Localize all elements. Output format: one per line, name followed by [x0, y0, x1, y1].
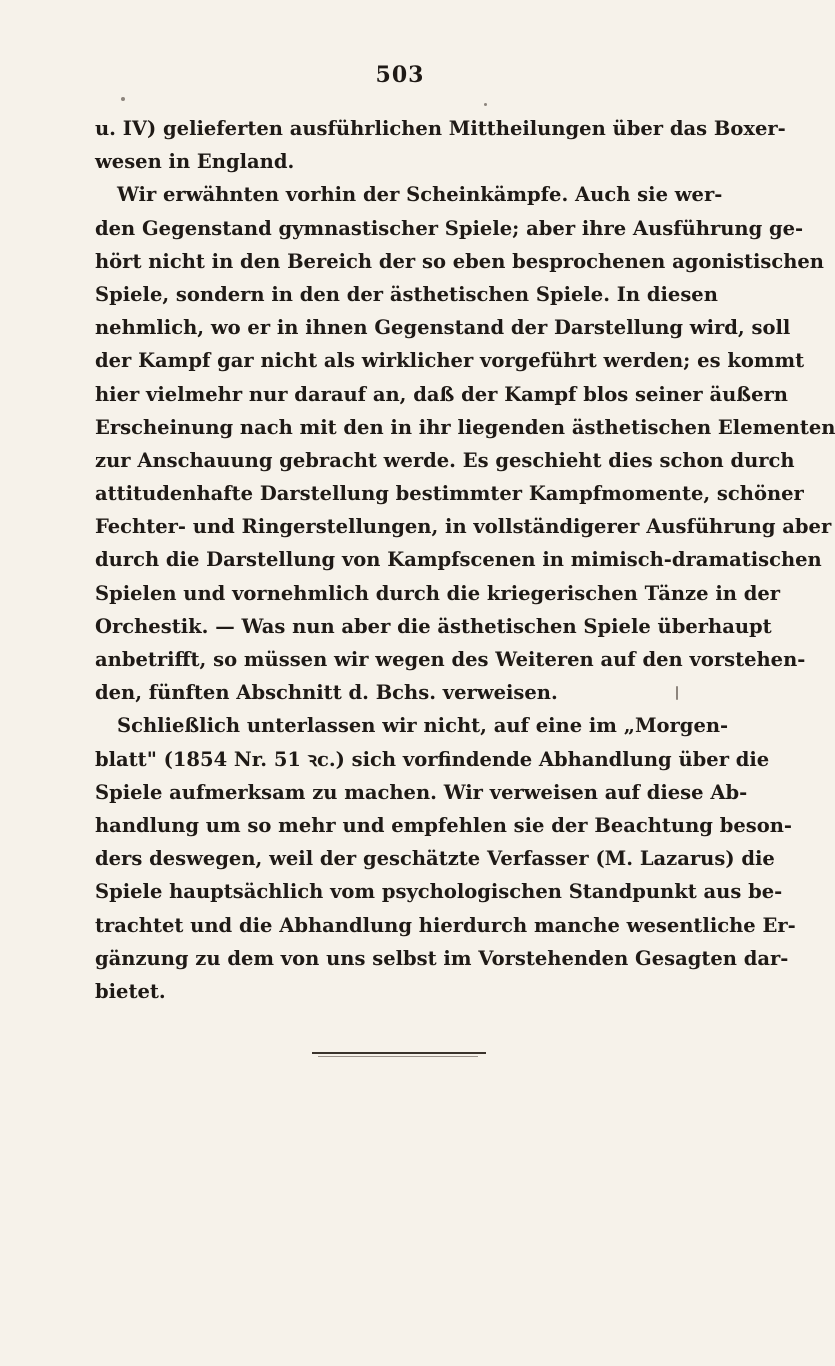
- text-line: nehmlich, wo er in ihnen Gegenstand der Darstellung wird, soll: [95, 316, 791, 340]
- text-line: durch die Darstellung von Kampfscenen in mimisch-dramatischen: [95, 548, 822, 572]
- text-line: Schließlich unterlassen wir nicht, auf eine im „Morgen-: [117, 714, 729, 738]
- text-line: blatt" (1854 Nr. 51 ꝛc.) sich vorfindende Abhandlung über die: [95, 747, 770, 771]
- body-text: [95, 112, 835, 1008]
- text-line: Wir erwähnten vorhin der Scheinkämpfe. Auch sie wer-: [117, 183, 723, 207]
- text-line: wesen in England.: [95, 150, 295, 174]
- paper-speck: [121, 97, 125, 101]
- text-line: Spiele hauptsächlich vom psychologischen Standpunkt aus be-: [95, 880, 783, 904]
- text-line: ders deswegen, weil der geschätzte Verfasser (M. Lazarus) die: [95, 847, 775, 871]
- text-line: Spiele aufmerksam zu machen. Wir verweisen auf diese Ab-: [95, 780, 748, 804]
- section-divider-shadow: [318, 1056, 478, 1057]
- text-line: gänzung zu dem von uns selbst im Vorstehenden Gesagten dar-: [95, 946, 789, 970]
- text-line: der Kampf gar nicht als wirklicher vorgeführt werden; es kommt: [95, 349, 805, 373]
- text-line: den, fünften Abschnitt d. Bchs. verweisen.: [95, 681, 558, 705]
- text-line: hört nicht in den Bereich der so eben besprochenen agonistischen: [95, 249, 824, 273]
- text-line: Spiele, sondern in den der ästhetischen Spiele. In diesen: [95, 282, 718, 306]
- page-number: 503: [375, 62, 425, 88]
- text-line: attitudenhafte Darstellung bestimmter Kampfmomente, schöner: [95, 482, 804, 506]
- text-line: Erscheinung nach mit den in ihr liegenden ästhetischen Elementen: [95, 415, 835, 439]
- text-line: anbetrifft, so müssen wir wegen des Weiteren auf den vorstehen-: [95, 648, 806, 671]
- text-line: Spielen und vornehmlich durch die kriegerischen Tänze in der: [95, 581, 781, 605]
- text-line: u. IV) gelieferten ausführlichen Mittheilungen über das Boxer-: [95, 117, 786, 140]
- text-line: Orchestik. — Was nun aber die ästhetischen Spiele überhaupt: [95, 614, 772, 638]
- text-line: zur Anschauung gebracht werde. Es geschieht dies schon durch: [95, 448, 795, 472]
- text-line: trachtet und die Abhandlung hierdurch manche wesentliche Er-: [95, 913, 796, 937]
- text-line: bietet.: [95, 979, 166, 1003]
- paper-speck: [484, 103, 487, 106]
- text-line: hier vielmehr nur darauf an, daß der Kampf blos seiner äußern: [95, 382, 788, 406]
- text-line: handlung um so mehr und empfehlen sie der Beachtung beson-: [95, 813, 793, 837]
- text-line: Fechter- und Ringerstellungen, in vollständigerer Ausführung aber: [95, 515, 832, 539]
- section-divider: [312, 1052, 486, 1054]
- text-line: den Gegenstand gymnastischer Spiele; aber ihre Ausführung ge-: [95, 216, 804, 240]
